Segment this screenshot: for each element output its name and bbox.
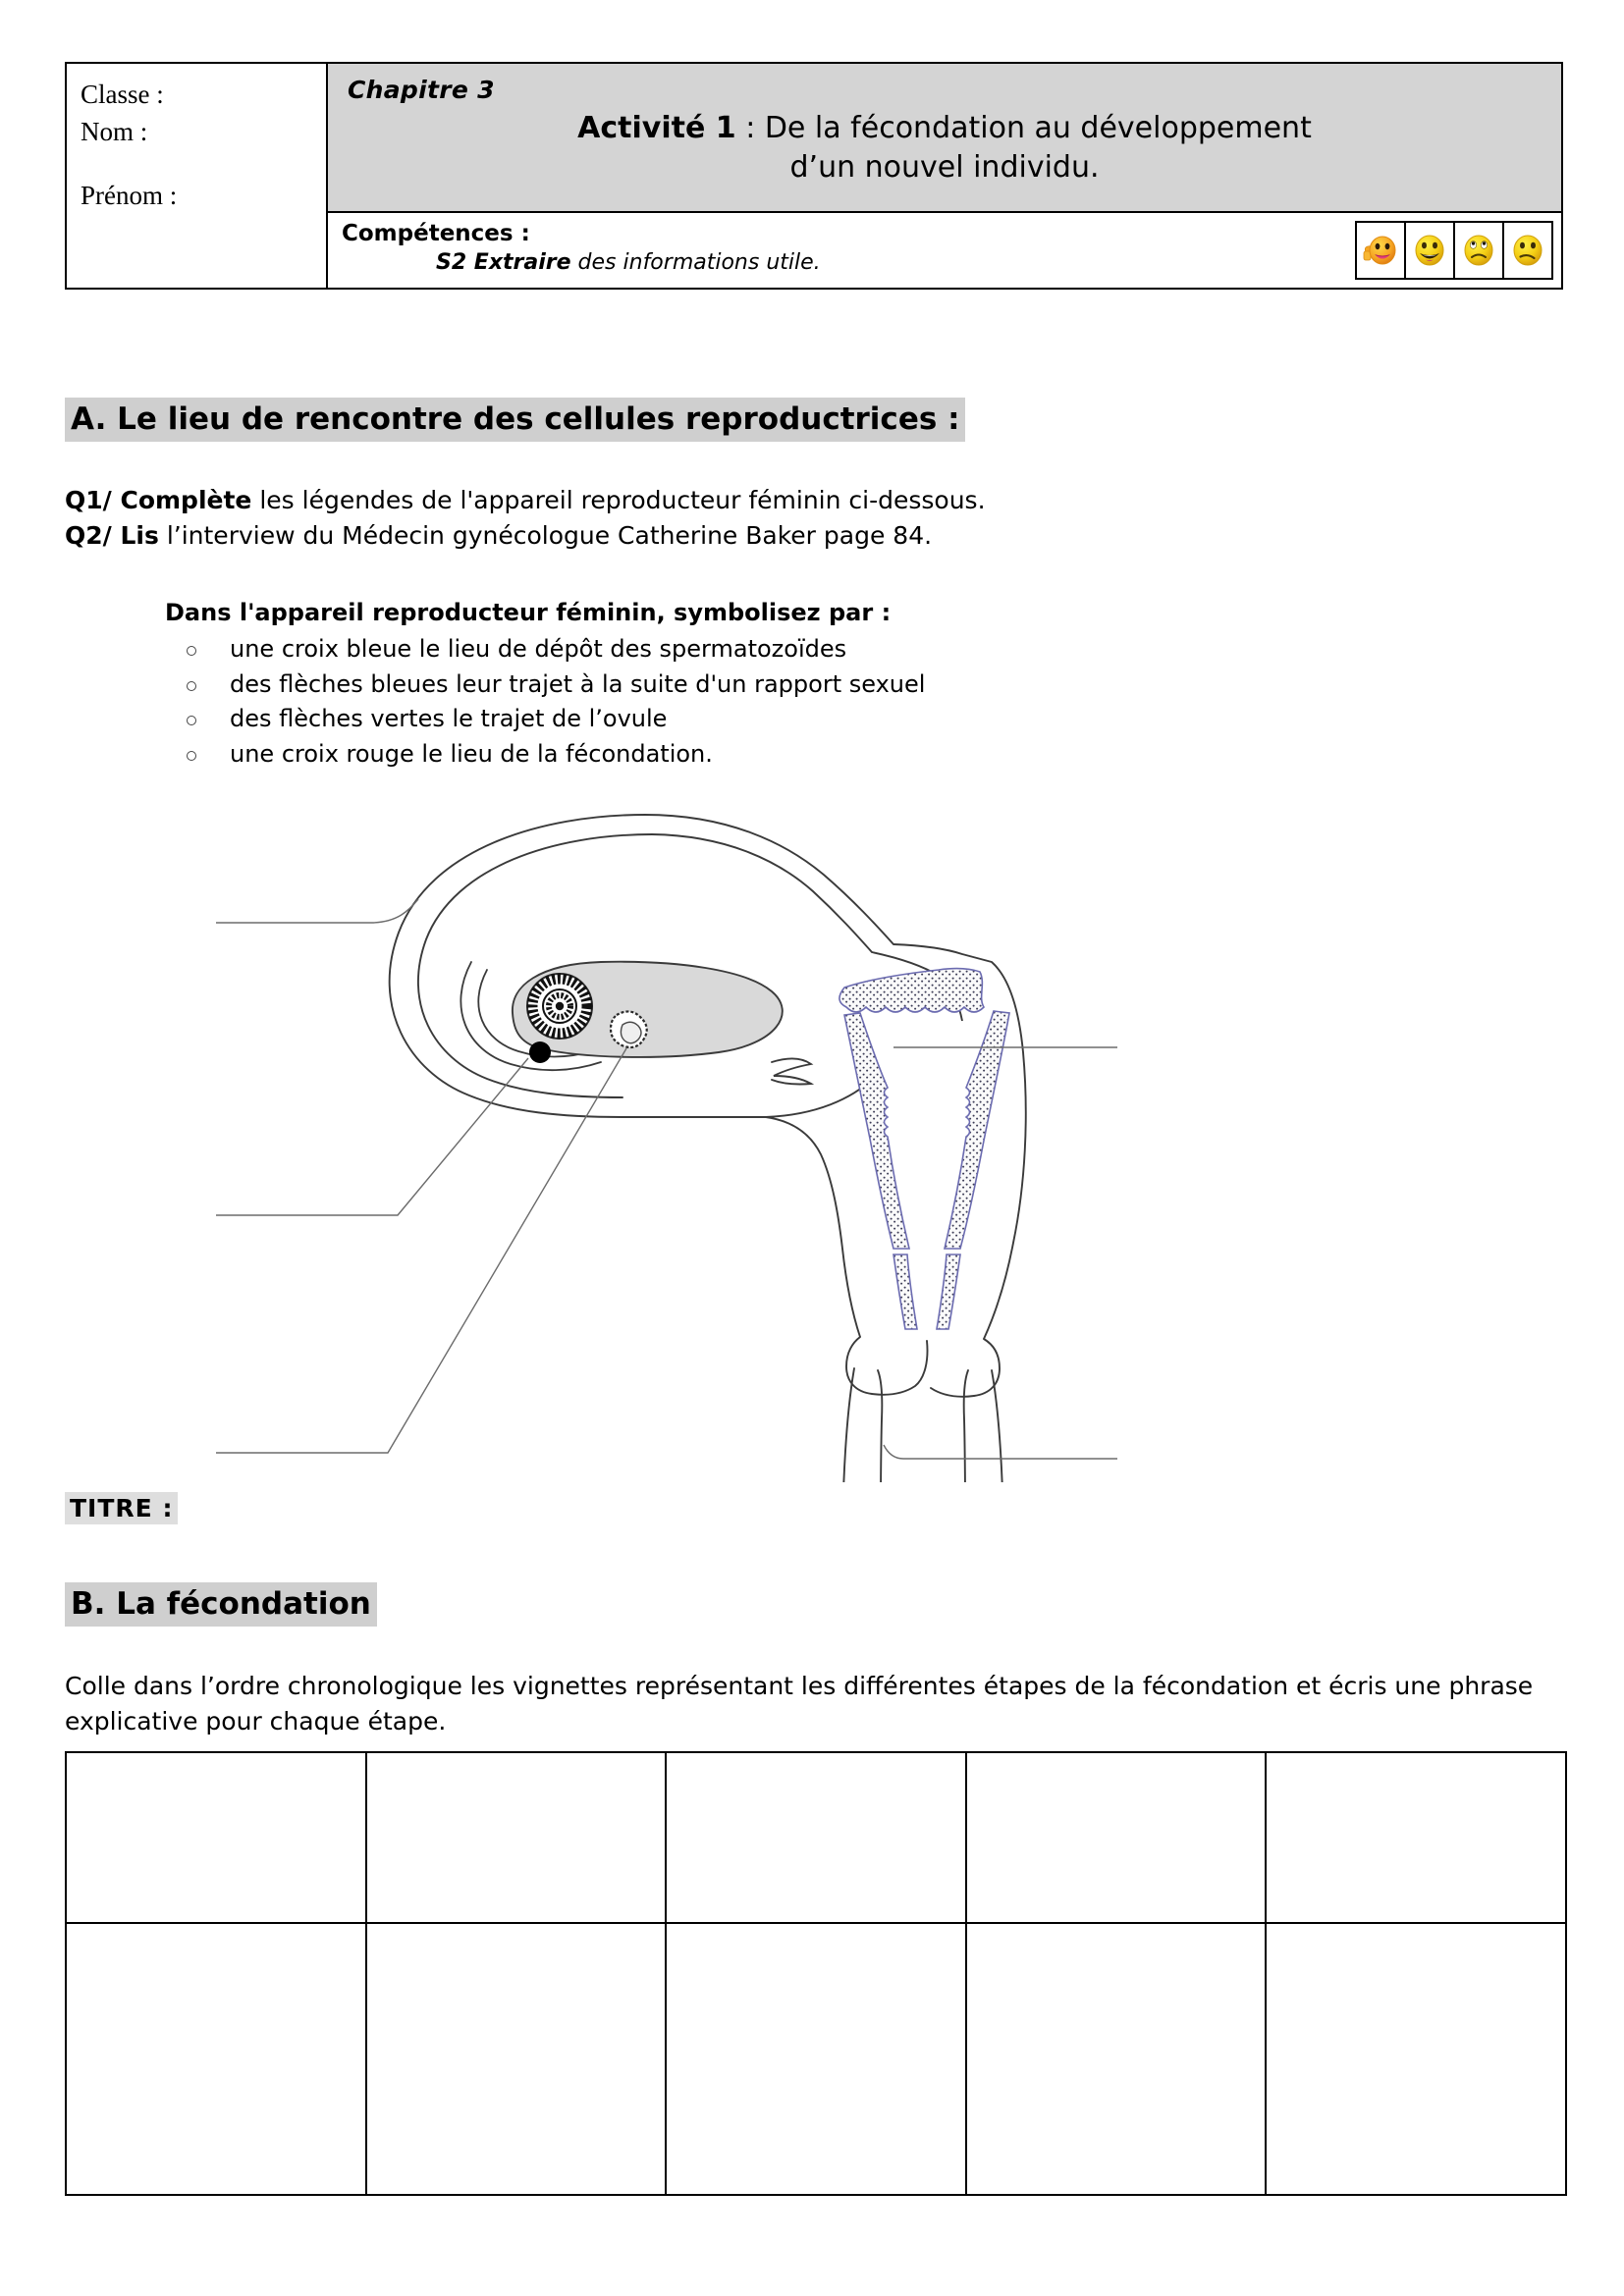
uncertain-smiley-icon <box>1459 231 1498 270</box>
rating-option-sad[interactable] <box>1504 223 1551 278</box>
rating-option-thumbs-up[interactable] <box>1357 223 1406 278</box>
instructions-title: Dans l'appareil reproducteur féminin, symbolisez par : <box>165 599 892 626</box>
rating-option-uncertain[interactable] <box>1455 223 1504 278</box>
list-item: des flèches vertes le trajet de l’ovule <box>165 702 925 737</box>
leader-left-top <box>216 899 418 923</box>
table-row <box>66 1923 1566 2195</box>
competence-code: S2 Extraire <box>436 250 571 275</box>
symbol-instructions <box>165 599 925 772</box>
questions-block <box>65 483 986 555</box>
explanation-cell[interactable] <box>366 1923 667 2195</box>
ovulated-egg <box>529 1041 551 1063</box>
section-b-instructions: Colle dans l’ordre chronologique les vignettes représentant les différentes étapes de la fécondation et écris une phrase explicative pour chaque étape. <box>65 1672 1534 1735</box>
section-b-heading: B. La fécondation <box>65 1582 377 1627</box>
explanation-cell[interactable] <box>966 1923 1267 2195</box>
competences-cell <box>327 212 1562 289</box>
vignette-cell[interactable] <box>66 1752 366 1923</box>
instructions-list <box>165 632 925 772</box>
competences-label: Compétences : <box>342 221 530 246</box>
activite-title-line1 <box>342 110 1547 147</box>
vignette-cell[interactable] <box>366 1752 667 1923</box>
explanation-cell[interactable] <box>66 1923 366 2195</box>
question-1-text: les légendes de l'appareil reproducteur féminin ci-dessous. <box>251 486 986 514</box>
rating-option-happy[interactable] <box>1406 223 1455 278</box>
chapitre-label: Chapitre 3 <box>348 76 495 104</box>
identity-cell <box>66 63 327 289</box>
mature-follicle <box>527 974 592 1039</box>
activite-number: Activité 1 <box>577 111 736 145</box>
endometrium <box>839 969 1009 1329</box>
question-2-number: Q2/ Lis <box>65 521 159 551</box>
question-2 <box>65 518 986 554</box>
explanation-cell[interactable] <box>1266 1923 1566 2195</box>
header-table <box>65 62 1563 290</box>
leader-left-bottom <box>216 1048 626 1453</box>
question-1-number: Q1/ Complète <box>65 486 252 514</box>
activite-title-rest: : De la fécondation au développement <box>735 111 1312 145</box>
vignette-cell[interactable] <box>966 1752 1267 1923</box>
nom-field-label: Nom : <box>81 117 148 147</box>
question-2-text: l’interview du Médecin gynécologue Catherine Baker page 84. <box>158 521 933 551</box>
vignette-cell[interactable] <box>666 1752 966 1923</box>
rating-scale <box>1355 221 1553 280</box>
competence-text: des informations utile. <box>570 250 821 275</box>
cervix-and-vagina <box>842 1337 1003 1482</box>
leader-left-middle <box>216 1058 528 1215</box>
ovary <box>513 962 811 1085</box>
prenom-field-label: Prénom : <box>81 180 178 210</box>
table-row <box>66 1752 1566 1923</box>
thumbs-up-smiley-icon <box>1361 231 1400 270</box>
explanation-cell[interactable] <box>666 1923 966 2195</box>
list-item: une croix rouge le lieu de la fécondation. <box>165 737 925 773</box>
fecondation-steps-table <box>65 1751 1567 2196</box>
list-item: une croix bleue le lieu de dépôt des spermatozoïdes <box>165 632 925 667</box>
section-a-heading: A. Le lieu de rencontre des cellules reproductrices : <box>65 398 965 442</box>
sad-smiley-icon <box>1508 231 1547 270</box>
happy-smiley-icon <box>1410 231 1449 270</box>
title-cell <box>327 63 1562 212</box>
female-reproductive-system-diagram <box>216 805 1119 1482</box>
classe-field-label: Classe : <box>81 80 164 109</box>
list-item: des flèches bleues leur trajet à la suite d'un rapport sexuel <box>165 667 925 703</box>
vignette-cell[interactable] <box>1266 1752 1566 1923</box>
titre-label: TITRE : <box>65 1492 178 1524</box>
activite-title-line2: d’un nouvel individu. <box>789 149 1100 185</box>
question-1 <box>65 483 986 518</box>
